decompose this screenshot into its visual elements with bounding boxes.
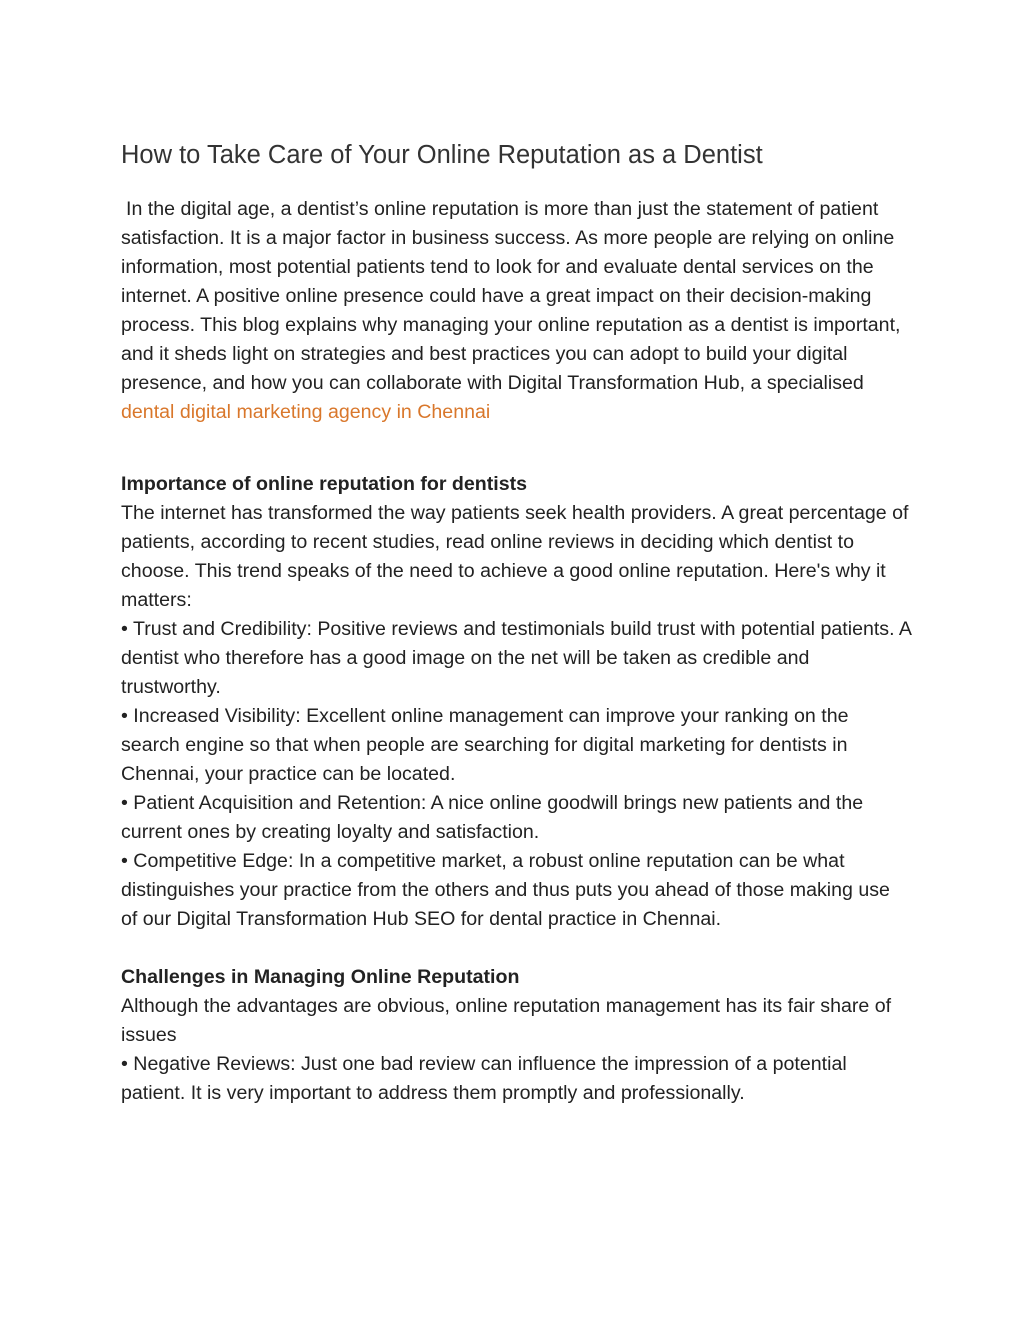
intro-paragraph (121, 195, 911, 427)
section-body-challenges: Although the advantages are obvious, online reputation management has its fair share of issues (121, 995, 892, 1046)
spacer (121, 934, 911, 963)
agency-link[interactable]: dental digital marketing agency in Chennai (121, 401, 491, 423)
spacer (121, 427, 911, 470)
bullet-item: • Patient Acquisition and Retention: A nice online goodwill brings new patients and the current ones by creating loyalty and satisfaction. (121, 792, 864, 843)
section-heading-challenges: Challenges in Managing Online Reputation (121, 966, 520, 988)
section-heading-importance: Importance of online reputation for dentists (121, 473, 528, 495)
bullet-item: • Competitive Edge: In a competitive market, a robust online reputation can be what distinguishes your practice from the others and thus puts you ahead of those making use of our Digital Transformation Hub SEO for dental practice in Chennai. (121, 850, 890, 930)
document-title: How to Take Care of Your Online Reputation as a Dentist (121, 141, 763, 169)
bullet-item: • Negative Reviews: Just one bad review can influence the impression of a potential patient. It is very important to address them promptly and professionally. (121, 1053, 847, 1104)
bullet-item: • Increased Visibility: Excellent online management can improve your ranking on the search engine so that when people are searching for digital marketing for dentists in Chennai, your practice can be located. (121, 705, 849, 785)
section-body-importance: The internet has transformed the way patients seek health providers. A great percentage of patients, according to recent studies, read online reviews in deciding which dentist to choose. This trend speaks of the need to achieve a good online reputation. Here's why it matters: (121, 502, 909, 611)
bullet-item: • Trust and Credibility: Positive reviews and testimonials build trust with potential patients. A dentist who therefore has a good image on the net will be taken as credible and trustworthy. (121, 618, 911, 698)
intro-text: In the digital age, a dentist’s online reputation is more than just the statement of patient satisfaction. It is a major factor in business success. As more people are relying on online information, most potential patients tend to look for and evaluate dental services on the internet. A positive online presence could have a great impact on their decision-making process. This blog explains why managing your online reputation as a dentist is important, and it sheds light on strategies and best practices you can adopt to build your digital presence, and how you can collaborate with Digital Transformation Hub, a specialised (121, 198, 901, 394)
document-page (121, 140, 911, 1108)
